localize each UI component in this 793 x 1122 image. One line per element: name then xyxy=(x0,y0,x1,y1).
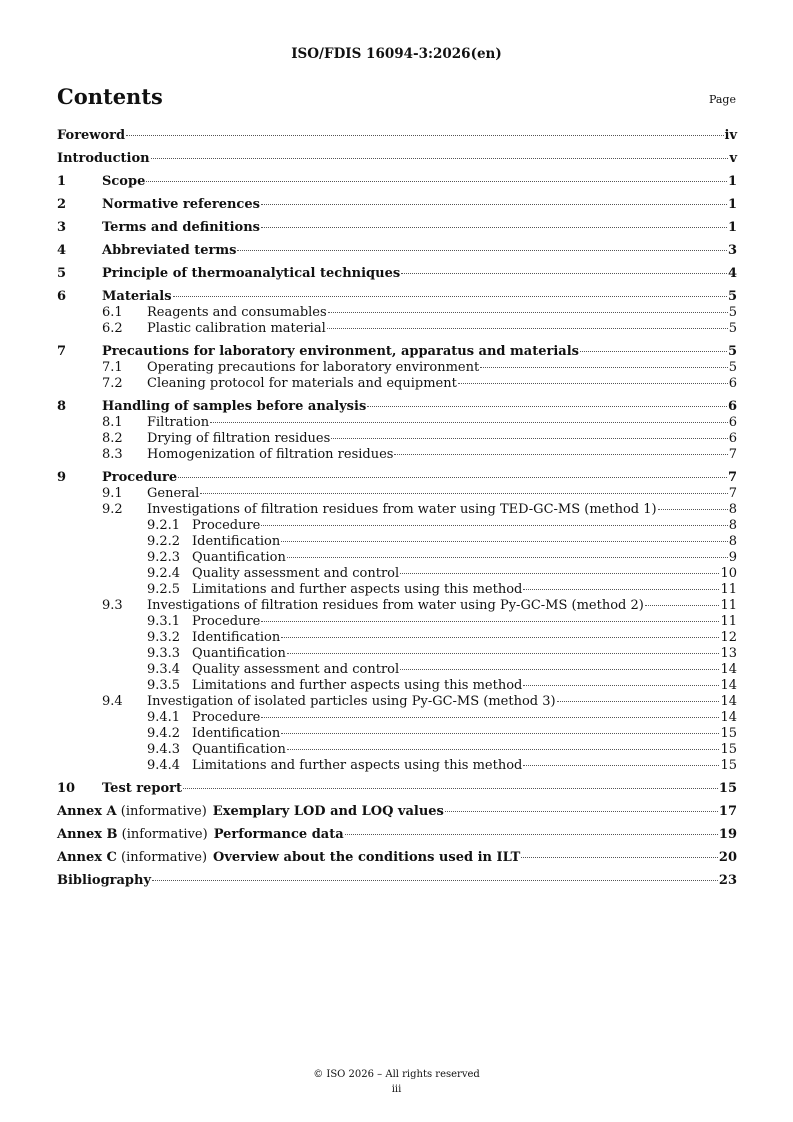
dot-leader xyxy=(261,204,727,205)
toc-entry-title: Procedure xyxy=(192,710,261,725)
toc-entry[interactable] xyxy=(57,582,737,598)
dot-leader xyxy=(237,250,727,251)
dot-leader xyxy=(580,351,727,352)
toc-entry[interactable] xyxy=(57,197,737,213)
toc-entry-page: 11 xyxy=(720,582,737,597)
dot-leader xyxy=(394,454,727,455)
toc-entry-number: 10 xyxy=(57,781,76,796)
dot-leader xyxy=(557,701,720,702)
toc-entry-page: 12 xyxy=(720,630,737,645)
toc-entry-page: 14 xyxy=(720,710,737,725)
toc-entry-page: 19 xyxy=(718,827,737,842)
toc-entry[interactable] xyxy=(57,781,737,797)
toc-entry-title: Drying of filtration residues xyxy=(147,431,331,446)
toc-entry-title: Introduction xyxy=(57,151,150,166)
toc-entry-title: Quantification xyxy=(192,550,286,565)
annex-type: (informative) xyxy=(116,804,207,819)
toc-entry[interactable] xyxy=(57,873,737,889)
toc-entry-number: 5 xyxy=(57,266,67,281)
toc-entry[interactable] xyxy=(57,534,737,550)
toc-entry-page: 5 xyxy=(727,344,737,359)
annex-type: (informative) xyxy=(117,827,208,842)
toc-entry[interactable] xyxy=(57,804,737,820)
toc-entry-number: 9.2 xyxy=(102,502,123,517)
toc-entry[interactable] xyxy=(57,694,737,710)
toc-entry-title: Identification xyxy=(192,534,281,549)
toc-entry-page: 15 xyxy=(720,726,737,741)
toc-entry-page: iv xyxy=(724,128,737,143)
toc-entry-number: 9.3.4 xyxy=(147,662,181,677)
toc-entry-number: 9.4.1 xyxy=(147,710,181,725)
toc-entry-page: 4 xyxy=(727,266,737,281)
toc-entry-title: Filtration xyxy=(147,415,210,430)
toc-entry-number: 9.2.5 xyxy=(147,582,181,597)
toc-entry-title: Quality assessment and control xyxy=(192,566,400,581)
toc-entry-title: Overview about the conditions used in ILT xyxy=(213,850,521,865)
toc-entry-title: Procedure xyxy=(192,518,261,533)
dot-leader xyxy=(480,367,728,368)
toc-entry-number: 8.3 xyxy=(102,447,123,462)
dot-leader xyxy=(281,733,719,734)
toc-entry-title: Procedure xyxy=(192,614,261,629)
toc-entry[interactable] xyxy=(57,566,737,582)
annex-label: Annex C xyxy=(57,850,117,865)
toc-entry-page: 6 xyxy=(728,376,737,391)
toc-entry-page: 5 xyxy=(727,289,737,304)
toc-entry[interactable] xyxy=(57,266,737,282)
toc-entry[interactable] xyxy=(57,598,737,614)
toc-entry[interactable] xyxy=(57,431,737,447)
toc-entry-number: 9.3.2 xyxy=(147,630,181,645)
toc-entry-title: Investigations of filtration residues from water using TED-GC-MS (method 1) xyxy=(147,502,657,517)
toc-entry-page: 14 xyxy=(720,694,737,709)
toc-entry[interactable] xyxy=(57,305,737,321)
toc-entry-page: 20 xyxy=(718,850,737,865)
toc-entry-title: Exemplary LOD and LOQ values xyxy=(212,804,444,819)
page-column-label: Page xyxy=(708,93,736,106)
toc-entry-title: Quantification xyxy=(192,742,286,757)
toc-entry-number: 9.1 xyxy=(102,486,123,501)
dot-leader xyxy=(151,158,729,159)
toc-entry-number: 9 xyxy=(57,470,67,485)
page-title: Contents xyxy=(57,84,163,109)
toc-entry-title: Limitations and further aspects using this method xyxy=(192,678,523,693)
toc-entry-number: 3 xyxy=(57,220,67,235)
toc-entry[interactable] xyxy=(57,344,737,360)
toc-entry-page: 6 xyxy=(728,431,737,446)
dot-leader xyxy=(401,273,727,274)
toc-entry-title: Scope xyxy=(102,174,146,189)
toc-entry-number: 8 xyxy=(57,399,67,414)
toc-entry-title: Handling of samples before analysis xyxy=(102,399,367,414)
toc-entry-number: 6.2 xyxy=(102,321,123,336)
toc-entry-page: 11 xyxy=(720,614,737,629)
toc-entry[interactable] xyxy=(57,827,737,843)
dot-leader xyxy=(331,438,727,439)
toc-entry-title: Principle of thermoanalytical techniques xyxy=(102,266,401,281)
toc-entry-number: 7 xyxy=(57,344,67,359)
dot-leader xyxy=(367,406,727,407)
toc-entry-number: 9.2.3 xyxy=(147,550,181,565)
dot-leader xyxy=(523,765,719,766)
toc-entry-page: 8 xyxy=(728,518,737,533)
dot-leader xyxy=(178,477,727,478)
dot-leader xyxy=(400,573,719,574)
toc-entry[interactable] xyxy=(57,486,737,502)
toc-entry-page: 23 xyxy=(718,873,737,888)
annex-label: Annex B xyxy=(57,827,118,842)
page-number: iii xyxy=(391,1084,402,1095)
dot-leader xyxy=(458,383,728,384)
dot-leader xyxy=(400,669,719,670)
copyright-notice: © ISO 2026 – All rights reserved xyxy=(313,1069,480,1080)
dot-leader xyxy=(523,589,719,590)
dot-leader xyxy=(658,509,728,510)
toc-entry[interactable] xyxy=(57,151,737,167)
toc-entry-number: 9.3.5 xyxy=(147,678,181,693)
toc-entry-number: 9.4.2 xyxy=(147,726,181,741)
toc-entry-number: 4 xyxy=(57,243,67,258)
toc-entry-number: 6 xyxy=(57,289,67,304)
toc-entry-page: 10 xyxy=(720,566,737,581)
toc-entry[interactable] xyxy=(57,447,737,463)
toc-entry-page: 1 xyxy=(727,220,737,235)
toc-entry[interactable] xyxy=(57,550,737,566)
dot-leader xyxy=(287,749,720,750)
dot-leader xyxy=(261,717,719,718)
toc-entry[interactable] xyxy=(57,630,737,646)
toc-entry-page: 5 xyxy=(728,321,737,336)
dot-leader xyxy=(521,857,718,858)
toc-entry-title: Investigations of filtration residues from water using Py-GC-MS (method 2) xyxy=(147,598,644,613)
toc-entry-number: 8.1 xyxy=(102,415,123,430)
toc-entry-number: 9.2.1 xyxy=(147,518,181,533)
toc-entry-page: 5 xyxy=(728,305,737,320)
dot-leader xyxy=(261,525,727,526)
toc-entry-title: Materials xyxy=(102,289,172,304)
toc-entry-title: Cleaning protocol for materials and equipment xyxy=(147,376,457,391)
toc-entry-title: Limitations and further aspects using this method xyxy=(192,758,523,773)
toc-entry-number: 7.2 xyxy=(102,376,123,391)
toc-entry[interactable] xyxy=(57,614,737,630)
toc-entry-page: 8 xyxy=(728,502,737,517)
toc-entry-page: 5 xyxy=(728,360,737,375)
toc-entry-page: 1 xyxy=(727,197,737,212)
dot-leader xyxy=(261,227,727,228)
toc-entry-page: 7 xyxy=(728,486,737,501)
dot-leader xyxy=(281,541,728,542)
toc-entry-page: v xyxy=(729,151,737,166)
toc-entry-page: 15 xyxy=(720,758,737,773)
toc-entry-title: Performance data xyxy=(213,827,344,842)
toc-entry[interactable] xyxy=(57,415,737,431)
toc-entry-number: 7.1 xyxy=(102,360,123,375)
toc-entry[interactable] xyxy=(57,399,737,415)
toc-entry-title: Identification xyxy=(192,630,281,645)
toc-entry-title: Precautions for laboratory environment, apparatus and materials xyxy=(102,344,579,359)
toc-entry[interactable] xyxy=(57,742,737,758)
page-footer xyxy=(0,1067,793,1097)
dot-leader xyxy=(287,653,720,654)
toc-entry-page: 6 xyxy=(728,415,737,430)
toc-entry-title: Identification xyxy=(192,726,281,741)
dot-leader xyxy=(328,312,728,313)
toc-entry[interactable] xyxy=(57,128,737,144)
toc-entry-page: 14 xyxy=(720,678,737,693)
toc-entry-title: Operating precautions for laboratory environment xyxy=(147,360,480,375)
toc-entry-page: 7 xyxy=(728,447,737,462)
toc-entry-title: Quality assessment and control xyxy=(192,662,400,677)
toc-entry[interactable] xyxy=(57,646,737,662)
toc-entry[interactable] xyxy=(57,678,737,694)
toc-entry-title: Investigation of isolated particles using Py-GC-MS (method 3) xyxy=(147,694,556,709)
toc-entry-page: 9 xyxy=(728,550,737,565)
toc-entry-page: 6 xyxy=(727,399,737,414)
toc-entry-number: 9.2.4 xyxy=(147,566,181,581)
toc-entry-number: 9.4.3 xyxy=(147,742,181,757)
dot-leader xyxy=(645,605,720,606)
toc-entry[interactable] xyxy=(57,710,737,726)
toc-entry[interactable] xyxy=(57,174,737,190)
toc-entry[interactable] xyxy=(57,518,737,534)
toc-entry-title: Procedure xyxy=(102,470,178,485)
toc-entry[interactable] xyxy=(57,360,737,376)
document-id-header: ISO/FDIS 16094-3:2026(en) xyxy=(291,46,502,62)
toc-entry-page: 7 xyxy=(727,470,737,485)
dot-leader xyxy=(146,181,727,182)
toc-entry-title: Bibliography xyxy=(57,873,152,888)
toc-entry-page: 3 xyxy=(727,243,737,258)
toc-entry[interactable] xyxy=(57,470,737,486)
dot-leader xyxy=(152,880,718,881)
toc-entry-title: General xyxy=(147,486,200,501)
toc-entry-number: 8.2 xyxy=(102,431,123,446)
toc-entry-page: 15 xyxy=(720,742,737,757)
dot-leader xyxy=(327,328,728,329)
toc-entry-title: Terms and definitions xyxy=(102,220,260,235)
toc-entry-number: 9.4.4 xyxy=(147,758,181,773)
toc-entry-number: 9.3.1 xyxy=(147,614,181,629)
toc-entry[interactable] xyxy=(57,289,737,305)
dot-leader xyxy=(200,493,727,494)
toc-entry-page: 17 xyxy=(718,804,737,819)
toc-entry-title: Foreword xyxy=(57,128,126,143)
dot-leader xyxy=(173,296,727,297)
toc-entry-page: 11 xyxy=(720,598,737,613)
dot-leader xyxy=(287,557,728,558)
dot-leader xyxy=(183,788,718,789)
toc-entry[interactable] xyxy=(57,321,737,337)
toc-entry-number: 9.3.3 xyxy=(147,646,181,661)
toc-entry-title: Normative references xyxy=(102,197,260,212)
toc-entry-page: 15 xyxy=(718,781,737,796)
toc-entry-page: 1 xyxy=(727,174,737,189)
annex-label: Annex A xyxy=(57,804,117,819)
toc-entry[interactable] xyxy=(57,726,737,742)
toc-entry-number: 1 xyxy=(57,174,67,189)
dot-leader xyxy=(281,637,719,638)
toc-entry-number: 6.1 xyxy=(102,305,123,320)
toc-entry-title: Plastic calibration material xyxy=(147,321,326,336)
toc-entry[interactable] xyxy=(57,662,737,678)
toc-entry-title: Reagents and consumables xyxy=(147,305,327,320)
toc-entry-title: Abbreviated terms xyxy=(102,243,237,258)
toc-entry-page: 14 xyxy=(720,662,737,677)
toc-entry[interactable] xyxy=(57,850,737,866)
annex-type: (informative) xyxy=(116,850,208,865)
toc-entry[interactable] xyxy=(57,243,737,259)
toc-entry-number: 9.4 xyxy=(102,694,123,709)
toc-entry[interactable] xyxy=(57,376,737,392)
toc-entry-page: 8 xyxy=(728,534,737,549)
dot-leader xyxy=(261,621,719,622)
dot-leader xyxy=(210,422,728,423)
dot-leader xyxy=(523,685,719,686)
table-of-contents xyxy=(57,128,737,889)
toc-entry-number: 9.3 xyxy=(102,598,123,613)
toc-entry[interactable] xyxy=(57,220,737,236)
dot-leader xyxy=(445,811,718,812)
toc-entry-title: Quantification xyxy=(192,646,286,661)
toc-entry-title: Homogenization of filtration residues xyxy=(147,447,394,462)
toc-entry-number: 9.2.2 xyxy=(147,534,181,549)
toc-entry[interactable] xyxy=(57,758,737,774)
toc-entry-page: 13 xyxy=(720,646,737,661)
toc-entry-title: Test report xyxy=(102,781,183,796)
toc-entry[interactable] xyxy=(57,502,737,518)
toc-entry-number: 2 xyxy=(57,197,67,212)
dot-leader xyxy=(126,135,723,136)
toc-entry-title: Limitations and further aspects using this method xyxy=(192,582,523,597)
dot-leader xyxy=(345,834,718,835)
